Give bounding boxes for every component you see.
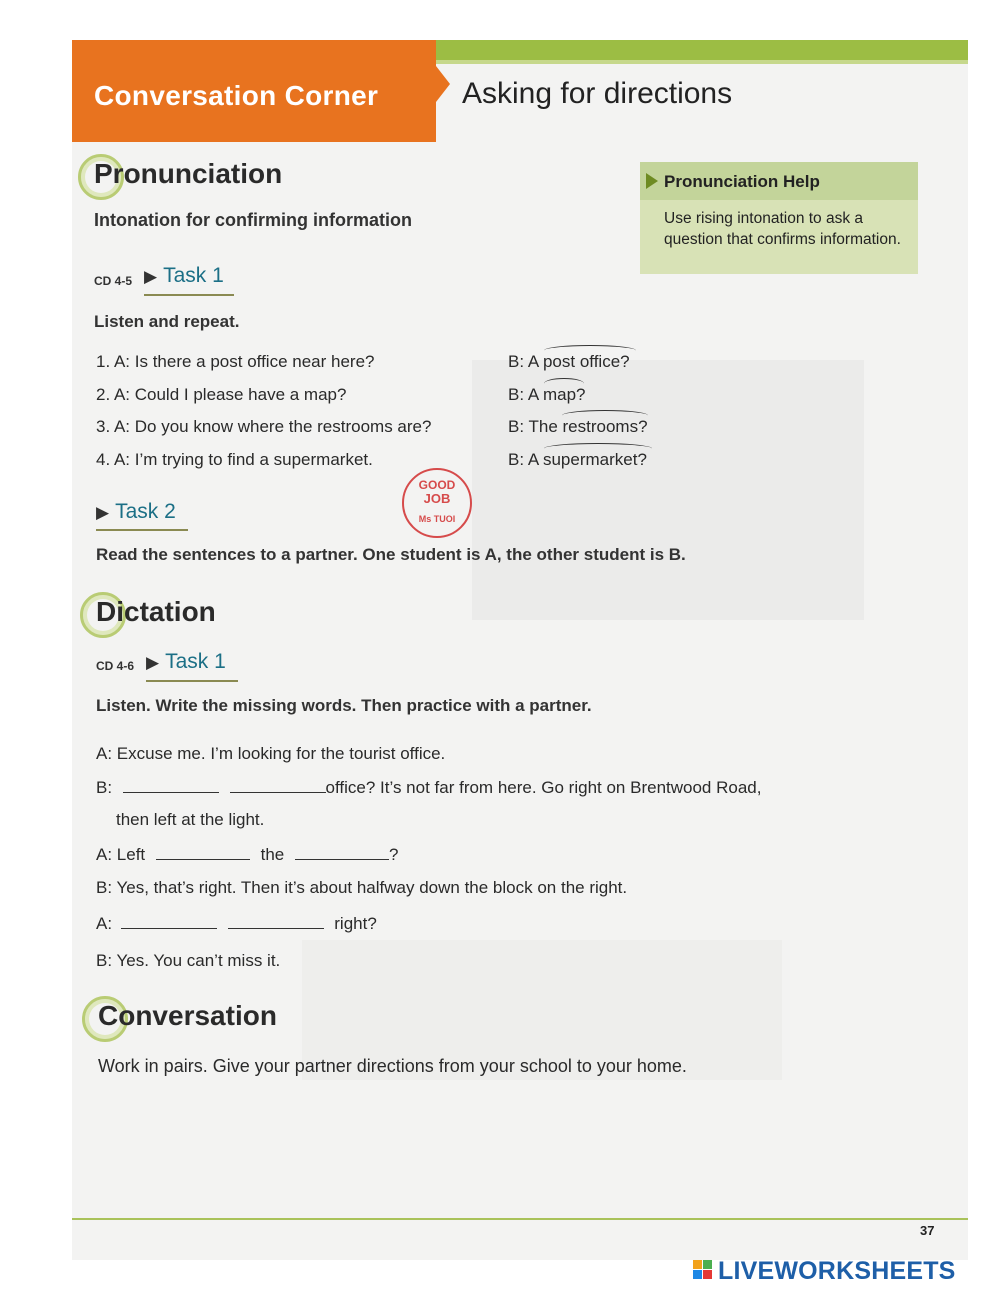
conversation-heading: Conversation xyxy=(98,1000,277,1031)
page-number: 37 xyxy=(920,1223,935,1238)
triangle-right-icon: ▶ xyxy=(144,267,158,286)
header-arrow-icon xyxy=(436,66,450,102)
list-item: 4. A: I’m trying to find a supermarket. xyxy=(96,450,373,469)
triangle-right-icon: ▶ xyxy=(146,653,160,672)
task1-label xyxy=(144,264,224,288)
dialogue-line xyxy=(96,778,761,798)
dialogue-line: then left at the light. xyxy=(116,810,265,829)
liveworksheets-logo-icon xyxy=(693,1260,713,1280)
dialogue-speaker: A: xyxy=(96,914,113,933)
task-underline xyxy=(144,294,234,296)
dialogue-line: A: Excuse me. I’m looking for the tourist office. xyxy=(96,744,446,763)
triangle-right-icon xyxy=(646,173,658,189)
pronunciation-help-text: Use rising intonation to ask a question that confirms information. xyxy=(664,210,901,248)
pronunciation-help-title-bar xyxy=(640,162,918,200)
dialogue-text: office? It’s not far from here. Go right on Brentwood Road, xyxy=(325,778,762,797)
cd-track-label: CD 4-5 xyxy=(94,274,133,288)
conversation-instruction: Work in pairs. Give your partner directions from your school to your home. xyxy=(98,1056,687,1076)
dialogue-line xyxy=(96,845,398,865)
answer-blank[interactable] xyxy=(228,914,324,929)
intonation-arrow xyxy=(544,378,584,389)
answer-blank[interactable] xyxy=(230,778,326,793)
stamp-line1: GOOD xyxy=(418,478,456,492)
header-band xyxy=(436,40,968,60)
intonation-arrow xyxy=(544,443,652,454)
task-label-text: Task 1 xyxy=(165,650,226,673)
task-label-text: Task 1 xyxy=(163,264,224,287)
task-label-text: Task 2 xyxy=(115,500,176,523)
list-item: 3. A: Do you know where the restrooms are? xyxy=(96,417,432,436)
stamp-line3: Ms TUOI xyxy=(418,514,456,524)
dialogue-line: B: Yes, that’s right. Then it’s about halfway down the block on the right. xyxy=(96,878,628,897)
answer-blank[interactable] xyxy=(121,914,217,929)
list-item: B: A map? xyxy=(508,385,586,404)
answer-blank[interactable] xyxy=(295,845,389,860)
dialogue-line xyxy=(96,914,377,934)
task-underline xyxy=(96,529,188,531)
dialogue-text: the xyxy=(260,845,285,864)
dictation-heading: Dictation xyxy=(96,596,216,627)
pronunciation-subheading: Intonation for confirming information xyxy=(94,210,412,230)
worksheet-page xyxy=(72,40,968,1260)
footer-rule xyxy=(72,1218,968,1220)
good-job-stamp xyxy=(402,468,472,538)
stamp-line2: JOB xyxy=(423,491,451,506)
dialogue-text: ? xyxy=(388,845,399,864)
pronunciation-heading: Pronunciation xyxy=(94,158,283,189)
intonation-arrow xyxy=(562,410,648,421)
dialogue-line: B: Yes. You can’t miss it. xyxy=(96,951,281,970)
triangle-right-icon: ▶ xyxy=(96,503,110,522)
task-underline xyxy=(146,680,238,682)
list-item: B: A supermarket? xyxy=(508,450,647,469)
answer-blank[interactable] xyxy=(123,778,219,793)
list-item: B: The restrooms? xyxy=(508,417,648,436)
task2-label xyxy=(96,500,176,524)
header-subtitle: Asking for directions xyxy=(462,77,733,110)
task1-instruction: Listen and repeat. xyxy=(94,312,240,331)
dialogue-text: right? xyxy=(334,914,377,933)
pronunciation-help-title: Pronunciation Help xyxy=(664,172,820,191)
dictation-instruction: Listen. Write the missing words. Then practice with a partner. xyxy=(96,696,592,715)
pronunciation-help-box xyxy=(640,162,918,274)
header-band-accent xyxy=(436,60,968,64)
list-item: B: A post office? xyxy=(508,352,630,371)
intonation-arrow xyxy=(544,345,636,356)
answer-blank[interactable] xyxy=(156,845,250,860)
dialogue-speaker: B: xyxy=(96,778,113,797)
dialogue-text: A: Left xyxy=(96,845,146,864)
brand-name[interactable]: LIVEWORKSHEETS xyxy=(718,1257,956,1285)
task1-label xyxy=(146,650,226,674)
task2-instruction: Read the sentences to a partner. One student is A, the other student is B. xyxy=(96,545,686,564)
list-item: 1. A: Is there a post office near here? xyxy=(96,352,375,371)
cd-track-label: CD 4-6 xyxy=(96,659,135,673)
header-title: Conversation Corner xyxy=(94,80,379,111)
list-item: 2. A: Could I please have a map? xyxy=(96,385,347,404)
